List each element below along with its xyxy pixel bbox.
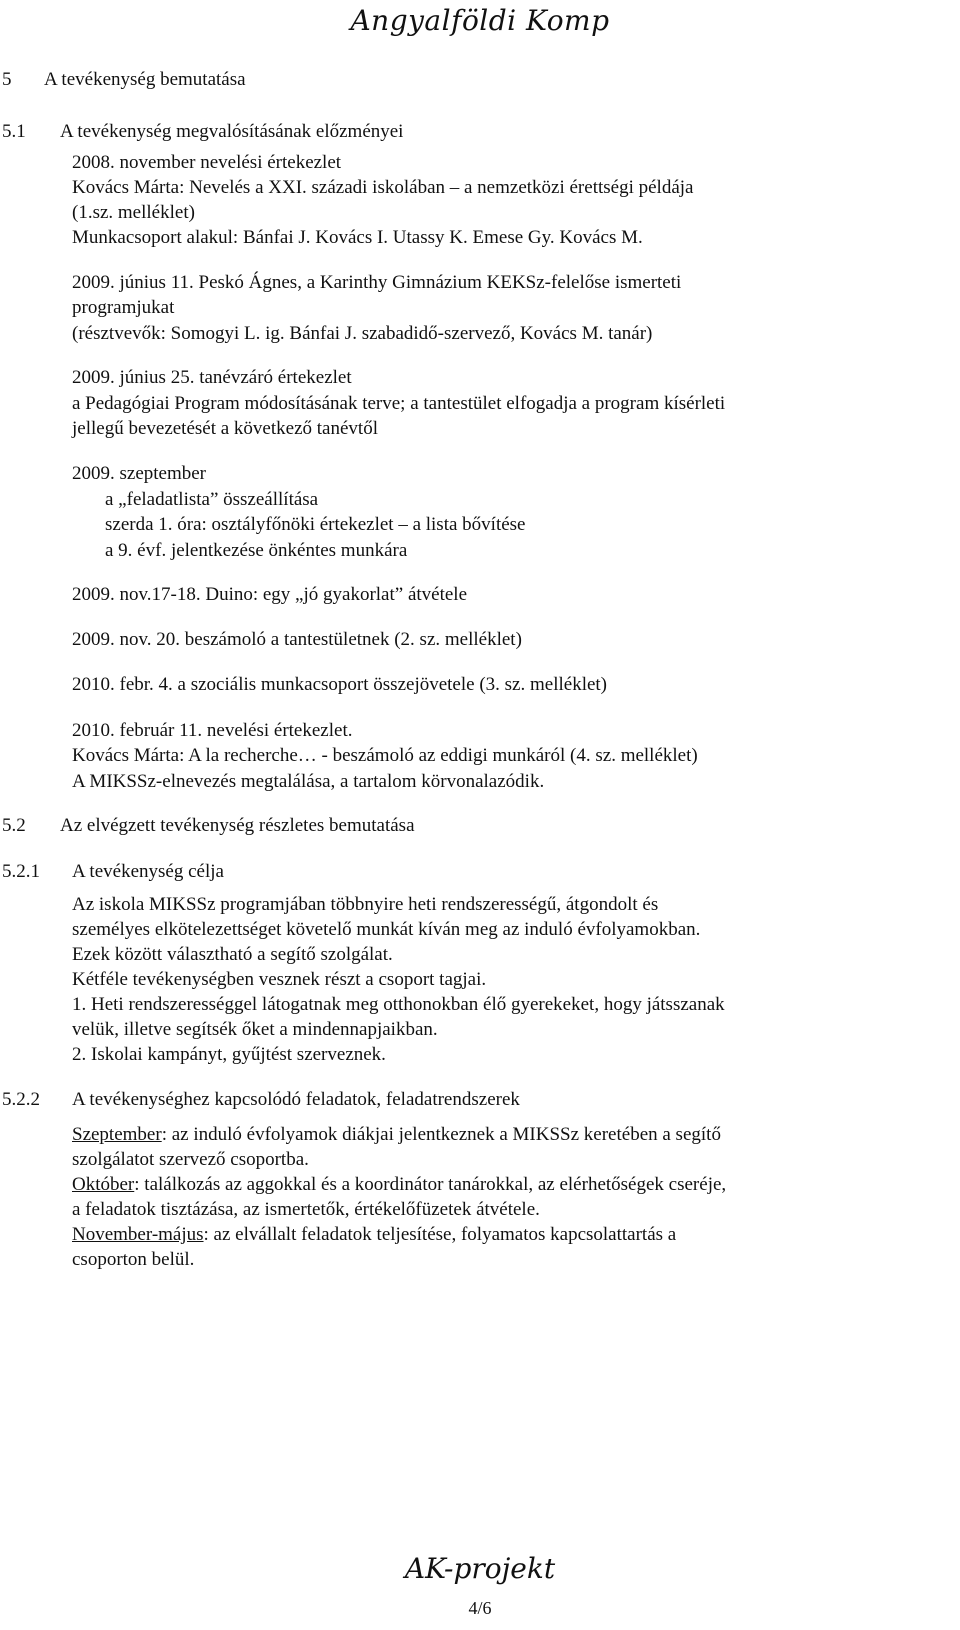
task-item <box>72 1173 726 1197</box>
history-line: Kovács Márta: Nevelés a XXI. századi iskolában – a nemzetközi érettségi példája <box>72 177 694 198</box>
task-text-continued: szolgálatot szervező csoportba. <box>72 1149 309 1170</box>
section-number: 5.1 <box>2 121 26 142</box>
section-5-heading <box>2 68 246 92</box>
section-5-2-2-heading <box>2 1088 520 1112</box>
task-item <box>72 1223 676 1247</box>
task-month-label: November-május <box>72 1224 204 1245</box>
section-number: 5.2.2 <box>2 1089 40 1110</box>
section-number: 5.2 <box>2 815 26 836</box>
goal-line: Kétféle tevékenységben vesznek részt a csoport tagjai. <box>72 969 487 990</box>
task-text: : találkozás az aggokkal és a koordinátor tanárokkal, az elérhetőségek cseréje, <box>134 1174 727 1195</box>
history-line: (1.sz. melléklet) <box>72 202 195 223</box>
history-line: jellegű bevezetését a következő tanévtől <box>72 418 378 439</box>
page-number: 4/6 <box>468 1598 492 1618</box>
task-month-label: Október <box>72 1174 135 1195</box>
history-line: 2010. febr. 4. a szociális munkacsoport összejövetele (3. sz. melléklet) <box>72 674 608 695</box>
header-brand: Angyalföldi Komp <box>350 4 610 37</box>
history-line: Kovács Márta: A la recherche… - beszámoló az eddigi munkáról (4. sz. melléklet) <box>72 745 698 766</box>
history-line: a Pedagógiai Program módosításának terve; a tantestület elfogadja a program kísérleti <box>72 393 726 414</box>
history-line: a 9. évf. jelentkezése önkéntes munkára <box>105 540 408 561</box>
history-line: 2009. június 11. Peskó Ágnes, a Karinthy Gimnázium KEKSz-felelőse ismerteti <box>72 272 682 293</box>
section-5-1-heading <box>2 120 403 144</box>
goal-line: velük, illetve segítsék őket a mindennapjaikban. <box>72 1019 438 1040</box>
task-item <box>72 1123 721 1147</box>
history-line: 2009. június 25. tanévzáró értekezlet <box>72 367 352 388</box>
section-title: A tevékenység bemutatása <box>44 69 246 90</box>
section-title: A tevékenységhez kapcsolódó feladatok, feladatrendszerek <box>72 1089 520 1110</box>
history-line: 2010. február 11. nevelési értekezlet. <box>72 720 353 741</box>
task-month-label: Szeptember <box>72 1124 162 1145</box>
task-text: : az induló évfolyamok diákjai jelentkeznek a MIKSSz keretében a segítő <box>161 1124 721 1145</box>
goal-line: Az iskola MIKSSz programjában többnyire heti rendszerességű, átgondolt és <box>72 894 659 915</box>
history-line: szerda 1. óra: osztályfőnöki értekezlet – a lista bővítése <box>105 514 526 535</box>
section-title: A tevékenység megvalósításának előzményei <box>60 121 404 142</box>
history-line: 2009. nov.17-18. Duino: egy „jó gyakorlat” átvétele <box>72 584 468 605</box>
task-text-continued: a feladatok tisztázása, az ismertetők, értékelőfüzetek átvétele. <box>72 1199 540 1220</box>
task-text-continued: csoporton belül. <box>72 1249 195 1270</box>
section-5-2-1-heading <box>2 860 224 884</box>
goal-line: 1. Heti rendszerességgel látogatnak meg otthonokban élő gyerekeket, hogy játsszanak <box>72 994 725 1015</box>
history-line: 2008. november nevelési értekezlet <box>72 152 342 173</box>
history-line: (résztvevők: Somogyi L. ig. Bánfai J. szabadidő-szervező, Kovács M. tanár) <box>72 323 653 344</box>
section-number: 5 <box>2 69 12 90</box>
section-5-2-heading <box>2 814 415 838</box>
goal-line: személyes elkötelezettséget követelő munkát kíván meg az induló évfolyamokban. <box>72 919 701 940</box>
section-title: Az elvégzett tevékenység részletes bemutatása <box>60 815 415 836</box>
history-line: 2009. szeptember <box>72 463 207 484</box>
history-line: programjukat <box>72 297 175 318</box>
footer-brand: AK-projekt <box>404 1552 556 1585</box>
history-line: A MIKSSz-elnevezés megtalálása, a tartalom körvonalazódik. <box>72 771 545 792</box>
history-line: 2009. nov. 20. beszámoló a tantestületnek (2. sz. melléklet) <box>72 629 522 650</box>
history-line: a „feladatlista” összeállítása <box>105 489 319 510</box>
task-text: : az elvállalt feladatok teljesítése, folyamatos kapcsolattartás a <box>203 1224 677 1245</box>
section-title: A tevékenység célja <box>72 861 224 882</box>
goal-line: 2. Iskolai kampányt, gyűjtést szerveznek. <box>72 1044 386 1065</box>
section-number: 5.2.1 <box>2 861 40 882</box>
goal-line: Ezek között választható a segítő szolgálat. <box>72 944 393 965</box>
history-line: Munkacsoport alakul: Bánfai J. Kovács I. Utassy K. Emese Gy. Kovács M. <box>72 227 643 248</box>
